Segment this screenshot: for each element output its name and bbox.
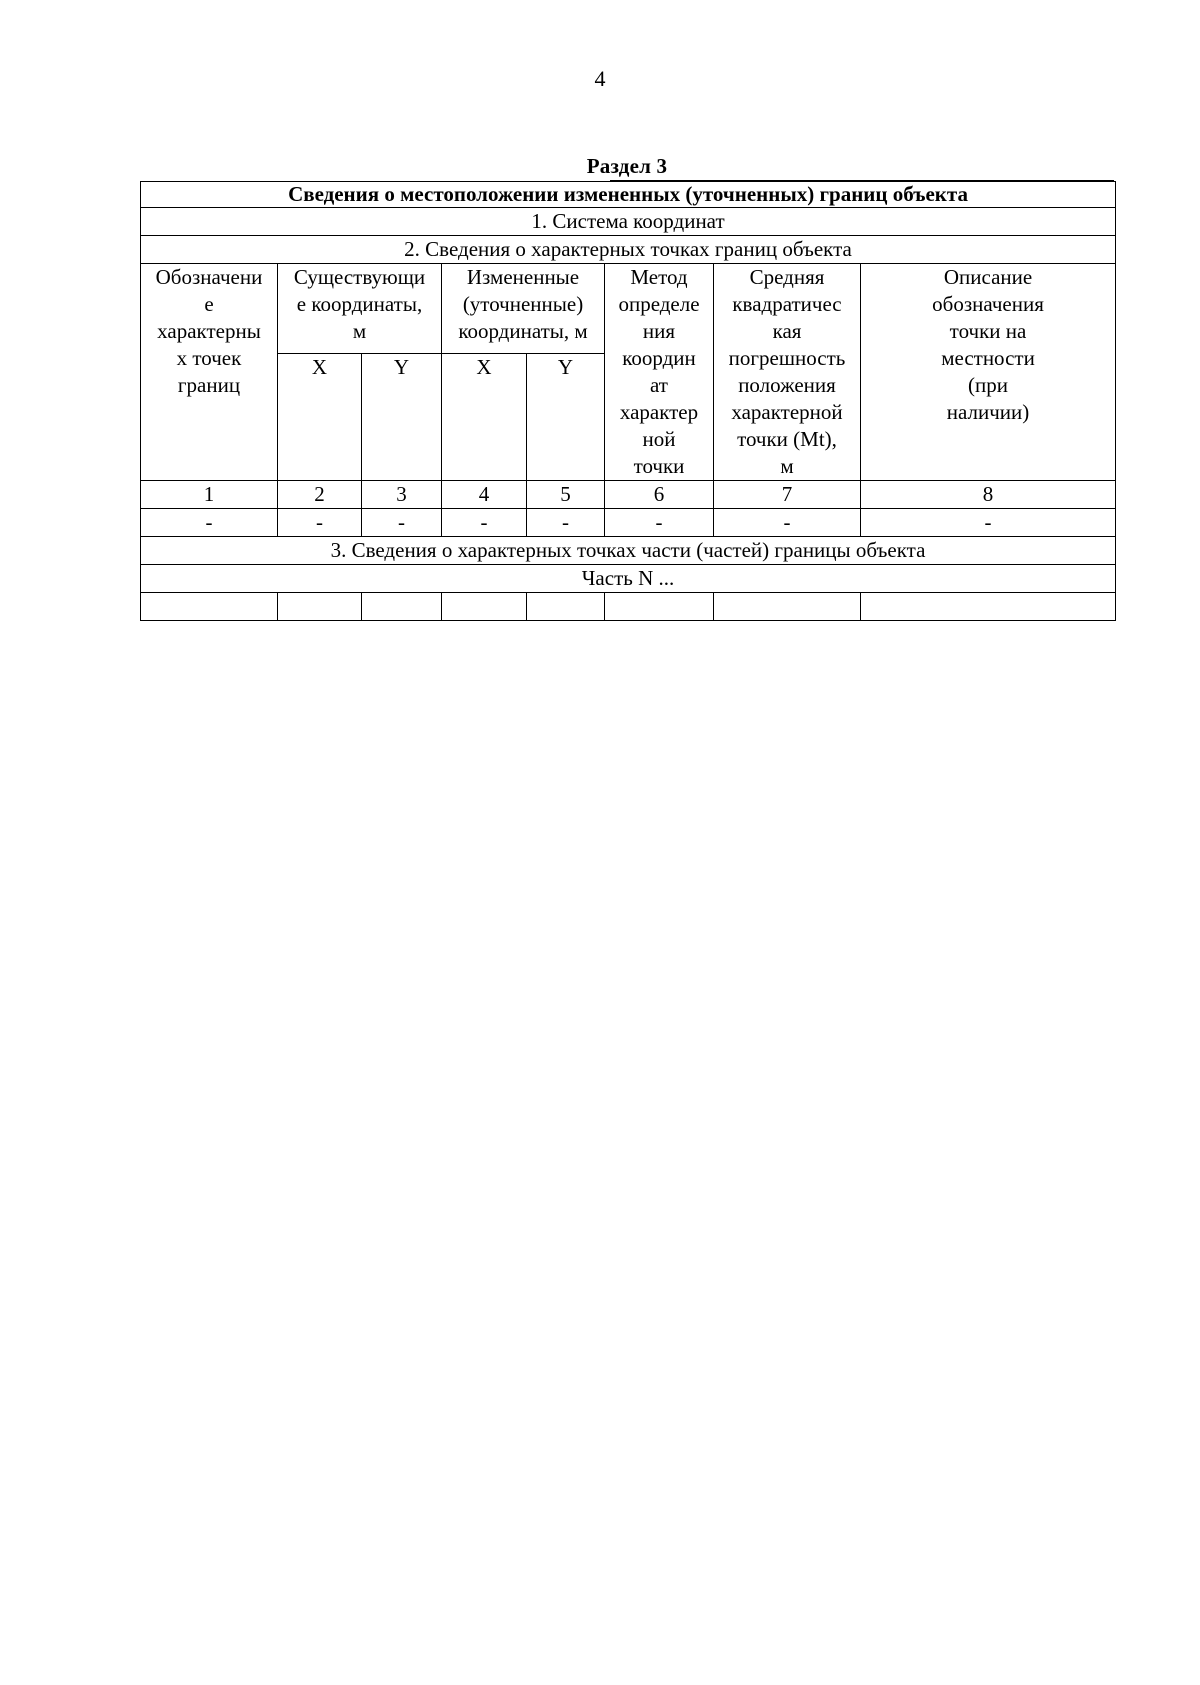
table-cell: -	[861, 509, 1116, 537]
header-mean-square-error: Средняя квадратичес кая погрешность положения характерной точки (Mt), м	[714, 264, 861, 481]
column-number: 7	[714, 481, 861, 509]
column-number: 1	[141, 481, 278, 509]
header-existing-y: Y	[362, 354, 442, 481]
column-number-row	[141, 481, 1116, 509]
subsection-part-points: 3. Сведения о характерных точках части (частей) границы объекта	[141, 537, 1116, 565]
subsection-boundary-points: 2. Сведения о характерных точках границ объекта	[141, 236, 1116, 264]
boundary-points-table	[140, 181, 1116, 621]
column-number: 3	[362, 481, 442, 509]
table-cell	[278, 593, 362, 621]
table-cell	[362, 593, 442, 621]
subsection-coordinate-system: 1. Система координат	[141, 208, 1116, 236]
table-cell	[605, 593, 714, 621]
table-cell: -	[141, 509, 278, 537]
column-number: 5	[527, 481, 605, 509]
table-cell: -	[362, 509, 442, 537]
header-changed-coordinates: Измененные (уточненные) координаты, м	[442, 264, 605, 354]
table-cell: -	[714, 509, 861, 537]
table-cell	[861, 593, 1116, 621]
column-number: 6	[605, 481, 714, 509]
header-description: Описание обозначения точки на местности (при наличии)	[861, 264, 1116, 481]
table-cell	[714, 593, 861, 621]
table-cell: -	[605, 509, 714, 537]
table-row	[141, 509, 1116, 537]
table-cell	[527, 593, 605, 621]
column-number: 4	[442, 481, 527, 509]
header-changed-x: X	[442, 354, 527, 481]
column-number: 2	[278, 481, 362, 509]
table-cell: -	[278, 509, 362, 537]
section-title: Раздел 3	[586, 154, 668, 178]
table-title: Сведения о местоположении измененных (уточненных) границ объекта	[141, 182, 1116, 208]
column-number: 8	[861, 481, 1116, 509]
part-label: Часть N ...	[141, 565, 1116, 593]
header-changed-y: Y	[527, 354, 605, 481]
header-existing-coordinates: Существующи е координаты, м	[278, 264, 442, 354]
table-cell	[141, 593, 278, 621]
table-row	[141, 593, 1116, 621]
page-number: 4	[594, 66, 606, 91]
table-cell: -	[442, 509, 527, 537]
table-cell: -	[527, 509, 605, 537]
table-cell	[442, 593, 527, 621]
header-existing-x: X	[278, 354, 362, 481]
header-method: Метод определе ния координ ат характер ной точки	[605, 264, 714, 481]
header-designation: Обозначени е характерны х точек границ	[141, 264, 278, 481]
